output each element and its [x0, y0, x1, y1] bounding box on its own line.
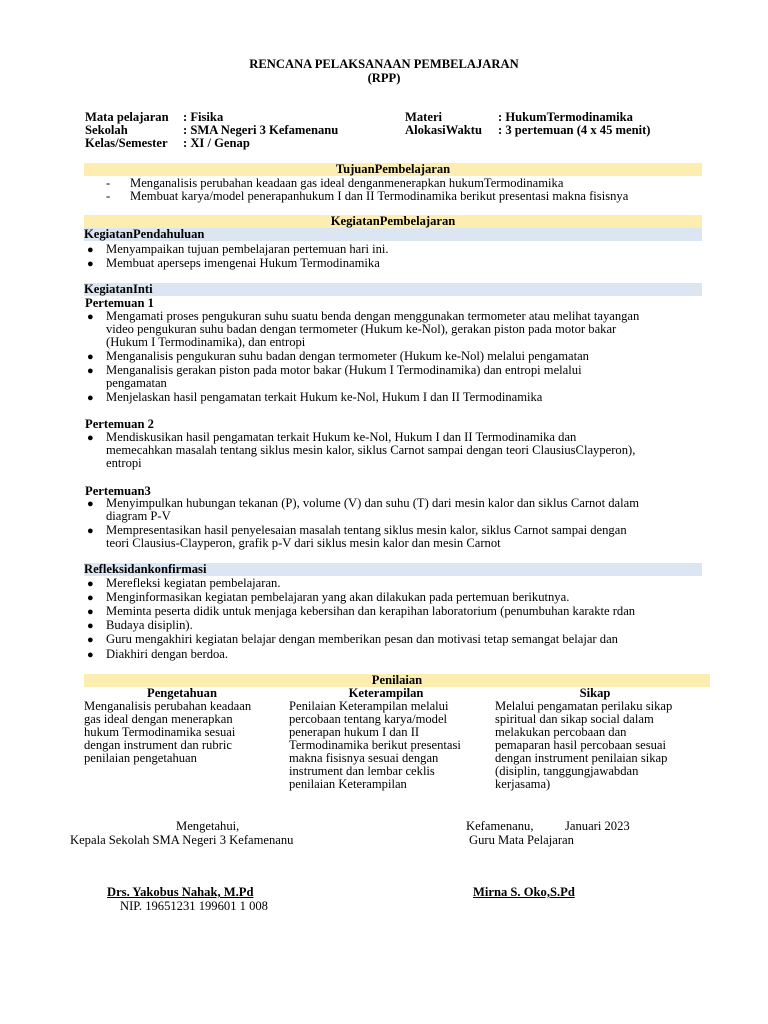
mapel-value: : Fisika	[183, 110, 224, 124]
pertemuan-3-heading: Pertemuan3	[85, 484, 151, 498]
page-title: RENCANA PELAKSANAAN PEMBELAJARAN	[249, 57, 519, 71]
kepala-sekolah-name: Drs. Yakobus Nahak, M.Pd	[107, 885, 254, 899]
sikap-line: pemaparan hasil percobaan sesuai	[495, 738, 666, 752]
bullet-dot: ●	[87, 392, 94, 404]
kelas-value: : XI / Genap	[183, 136, 250, 150]
sekolah-value: : SMA Negeri 3 Kefamenanu	[183, 123, 339, 137]
kepala-sekolah-label: Kepala Sekolah SMA Negeri 3 Kefamenanu	[70, 833, 294, 847]
keterampilan-line: percobaan tentang karya/model	[289, 712, 448, 726]
list-item: Budaya disiplin).	[106, 618, 193, 632]
bullet-dot: ●	[87, 525, 94, 537]
tujuan-item: Menganalisis perubahan keadaan gas ideal denganmenerapkan hukumTermodinamika	[130, 176, 564, 190]
bullet-dot: ●	[87, 606, 94, 618]
keterampilan-line: makna fisisnya sesuai dengan	[289, 751, 439, 765]
bullet-dot: ●	[87, 351, 94, 363]
list-item-cont: (Hukum I Termodinamika), dan entropi	[106, 335, 306, 349]
list-item-cont: pengamatan	[106, 376, 167, 390]
kelas-label: Kelas/Semester	[85, 136, 168, 150]
bullet-dot: ●	[87, 258, 94, 270]
list-item: Menjelaskan hasil pengamatan terkait Hukum ke-Nol, Hukum I dan II Termodinamika	[106, 390, 543, 404]
tujuan-heading: TujuanPembelajaran	[84, 163, 702, 176]
page-subtitle: (RPP)	[367, 71, 401, 85]
list-item: Menyimpulkan hubungan tekanan (P), volume (V) dan suhu (T) dari mesin kalor dan siklus Carnot dalam	[106, 496, 640, 510]
alokasi-label: AlokasiWaktu	[405, 123, 482, 137]
list-item-cont: video pengukuran suhu badan dengan termometer (Hukum ke-Nol), gerakan piston pada motor bakar	[106, 322, 617, 336]
sekolah-label: Sekolah	[85, 123, 128, 137]
bullet-dot: ●	[87, 592, 94, 604]
bullet-dot: ●	[87, 498, 94, 510]
sikap-line: Melalui pengamatan perilaku sikap	[495, 699, 673, 713]
list-item: Mengamati proses pengukuran suhu suatu benda dengan menggunakan termometer atau melihat tayangan	[106, 309, 640, 323]
pengetahuan-line: hukum Termodinamika sesuai	[84, 725, 236, 739]
alokasi-value: : 3 pertemuan (4 x 45 menit)	[498, 123, 651, 137]
bullet-dot: ●	[87, 244, 94, 256]
pengetahuan-title: Pengetahuan	[147, 686, 217, 700]
mapel-label: Mata pelajaran	[85, 110, 169, 124]
list-item: Menganalisis pengukuran suhu badan dengan termometer (Hukum ke-Nol) melalui pengamatan	[106, 349, 589, 363]
keterampilan-line: instrument dan lembar ceklis	[289, 764, 435, 778]
pertemuan-2-heading: Pertemuan 2	[85, 417, 154, 431]
pengetahuan-line: penilaian pengetahuan	[84, 751, 197, 765]
sikap-title: Sikap	[579, 686, 611, 700]
list-item: Mempresentasikan hasil penyelesaian masalah tentang siklus mesin kalor, siklus Carnot sampai dengan	[106, 523, 627, 537]
dash-bullet: -	[106, 189, 111, 203]
mengetahui-label: Mengetahui,	[176, 819, 240, 833]
keterampilan-line: Termodinamika berikut presentasi	[289, 738, 461, 752]
keterampilan-line: penerapan hukum I dan II	[289, 725, 420, 739]
pengetahuan-line: gas ideal dengan menerapkan	[84, 712, 233, 726]
pengetahuan-text	[84, 700, 280, 765]
bullet-dot: ●	[87, 311, 94, 323]
keterampilan-line: penilaian Keterampilan	[289, 777, 407, 791]
bullet-dot: ●	[87, 620, 94, 632]
kepala-sekolah-nip: NIP. 19651231 199601 1 008	[120, 899, 268, 913]
tujuan-item: Membuat karya/model penerapanhukum I dan II Termodinamika berikut presentasi makna fisisnya	[130, 189, 629, 203]
keterampilan-title: Keterampilan	[348, 686, 424, 700]
sikap-line: spiritual dan sikap social dalam	[495, 712, 654, 726]
list-item-cont: teori Clausius-Clayperon, grafik p-V dari siklus mesin kalor dan mesin Carnot	[106, 536, 501, 550]
list-item: Meminta peserta didik untuk menjaga kebersihan dan kerapihan laboratorium (penumbuhan karakte rdan	[106, 604, 636, 618]
penilaian-heading: Penilaian	[84, 674, 710, 687]
bullet-dot: ●	[87, 432, 94, 444]
place-label: Kefamenanu,	[466, 819, 534, 833]
pendahuluan-heading: KegiatanPendahuluan	[84, 228, 702, 241]
list-item: Diakhiri dengan berdoa.	[106, 647, 229, 661]
guru-name: Mirna S. Oko,S.Pd	[473, 885, 575, 899]
keterampilan-text	[289, 700, 485, 791]
materi-label: Materi	[405, 110, 443, 124]
pengetahuan-line: dengan instrument dan rubric	[84, 738, 232, 752]
sikap-text	[495, 700, 705, 791]
pertemuan-1-heading: Pertemuan 1	[85, 296, 154, 310]
list-item-cont: entropi	[106, 456, 142, 470]
sikap-line: kerjasama)	[495, 777, 551, 791]
bullet-dot: ●	[87, 649, 94, 661]
inti-heading: KegiatanInti	[84, 283, 702, 296]
guru-label: Guru Mata Pelajaran	[469, 833, 574, 847]
list-item: Guru mengakhiri kegiatan belajar dengan memberikan pesan dan motivasi tetap semangat belajar dan	[106, 632, 618, 646]
list-item-cont: diagram P-V	[106, 509, 171, 523]
materi-value: : HukumTermodinamika	[498, 110, 633, 124]
sikap-line: melakukan percobaan dan	[495, 725, 627, 739]
date-label: Januari 2023	[565, 819, 630, 833]
list-item: Mendiskusikan hasil pengamatan terkait Hukum ke-Nol, Hukum I dan II Termodinamika dan	[106, 430, 577, 444]
list-item: Menganalisis gerakan piston pada motor bakar (Hukum I Termodinamika) dan entropi melalui	[106, 363, 582, 377]
list-item: Membuat aperseps imengenai Hukum Termodinamika	[106, 256, 380, 270]
keterampilan-line: Penilaian Keterampilan melalui	[289, 699, 449, 713]
sikap-line: (disiplin, tanggungjawabdan	[495, 764, 639, 778]
list-item: Menyampaikan tujuan pembelajaran pertemuan hari ini.	[106, 242, 389, 256]
bullet-dot: ●	[87, 365, 94, 377]
kegiatan-heading: KegiatanPembelajaran	[84, 215, 702, 228]
sikap-line: dengan instrument penilaian sikap	[495, 751, 668, 765]
list-item-cont: memecahkan masalah tentang siklus mesin kalor, siklus Carnot sampai dengan teori ClausiusClayperon),	[106, 443, 636, 457]
dash-bullet: -	[106, 176, 111, 190]
bullet-dot: ●	[87, 634, 94, 646]
pengetahuan-line: Menganalisis perubahan keadaan	[84, 699, 252, 713]
list-item: Merefleksi kegiatan pembelajaran.	[106, 576, 281, 590]
refleksi-heading: Refleksidankonfirmasi	[84, 563, 702, 576]
list-item: Menginformasikan kegiatan pembelajaran yang akan dilakukan pada pertemuan berikutnya.	[106, 590, 570, 604]
bullet-dot: ●	[87, 578, 94, 590]
